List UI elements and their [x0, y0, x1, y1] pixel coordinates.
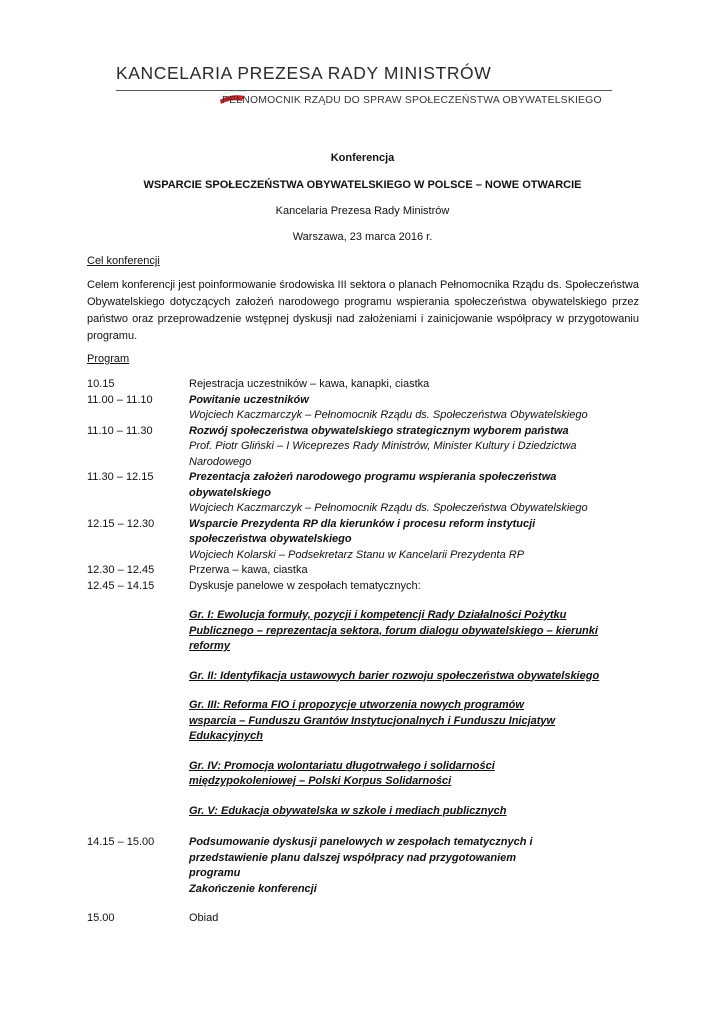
conference-kind: Konferencja	[330, 152, 395, 164]
program-title: Wsparcie Prezydenta RP dla kierunków i procesu reform instytucji społeczeństwa obywatelskiego	[189, 517, 536, 545]
program-title: Prezentacja założeń narodowego programu wspierania społeczeństwa obywatelskiego	[189, 471, 557, 499]
program-row	[87, 424, 647, 471]
program-heading: Program	[87, 353, 130, 365]
program-time: 11.30 – 12.15	[87, 471, 154, 483]
program-row	[87, 579, 647, 595]
program-row	[87, 835, 647, 897]
panel-group	[87, 669, 647, 685]
program-row	[87, 517, 647, 564]
program-time: 11.10 – 11.30	[87, 424, 153, 437]
program-title: Przerwa – kawa, ciastka	[189, 564, 308, 576]
panel-group-title: Gr. III: Reforma FIO i propozycje utworzenia nowych programów wsparcia – Funduszu Grantów Instytucjonalnych i Funduszu Inicjatyw Edukacyjnych	[189, 699, 556, 742]
program-time: 12.15 – 12.30	[87, 517, 155, 530]
program-row	[87, 911, 647, 927]
program-title: Podsumowanie dyskusji panelowych w zespołach tematycznych i przedstawienie planu dalszej współpracy nad przygotowaniem programu	[189, 836, 533, 879]
program-end: Zakończenie konferencji	[189, 882, 317, 895]
program-schedule	[87, 377, 647, 927]
program-time: 12.45 – 14.15	[87, 579, 155, 592]
program-time: 12.30 – 12.45	[87, 564, 155, 576]
program-title: Rejestracja uczestników – kawa, kanapki, ciastka	[189, 378, 430, 390]
panel-group	[87, 698, 647, 745]
panel-group	[87, 759, 647, 790]
program-title: Obiad	[189, 912, 219, 924]
goal-text: Celem konferencji jest poinformowanie środowiska III sektora o planach Pełnomocnika Rządu ds. Społeczeństwa Obywatelskiego dotyczących założeń narodowego programu wspierania społeczeństwa obywatelskiego przez państwo oraz przeprowadzenie wstępnej dyskusji nad założeniami i zainicjowanie współpracy w przygotowaniu programu.	[87, 279, 639, 342]
program-title: Dyskusje panelowe w zespołach tematycznych:	[189, 579, 421, 592]
program-speaker: Wojciech Kaczmarczyk – Pełnomocnik Rządu ds. Społeczeństwa Obywatelskiego	[189, 502, 588, 514]
program-time: 15.00	[87, 912, 115, 924]
program-speaker: Wojciech Kaczmarczyk – Pełnomocnik Rządu ds. Społeczeństwa Obywatelskiego	[189, 409, 588, 421]
program-row	[87, 377, 647, 393]
letterhead-title: KANCELARIA PREZESA RADY MINISTRÓW	[116, 63, 492, 83]
program-title: Rozwój społeczeństwa obywatelskiego strategicznym wyborem państwa	[189, 424, 569, 437]
letterhead-subtitle: PEŁNOMOCNIK RZĄDU DO SPRAW SPOŁECZEŃSTWA OBYWATELSKIEGO	[222, 95, 602, 106]
program-time: 11.00 – 11.10	[87, 393, 153, 406]
conference-date: Warszawa, 23 marca 2016 r.	[292, 231, 433, 243]
panel-group-title: Gr. I: Ewolucja formuły, pozycji i kompetencji Rady Działalności Pożytku Publicznego – reprezentacja sektora, forum dialogu obywatelskiego – kierunki reformy	[189, 609, 598, 652]
program-row	[87, 470, 647, 517]
panel-group	[87, 804, 647, 820]
program-row	[87, 393, 647, 424]
program-speaker: Prof. Piotr Gliński – I Wiceprezes Rady Ministrów, Minister Kultury i Dziedzictwa Narodowego	[189, 440, 577, 468]
panel-group-title: Gr. IV: Promocja wolontariatu długotrwałego i solidarności międzypokoleniowej – Polski Korpus Solidarności	[189, 759, 495, 787]
panel-group-title: Gr. II: Identyfikacja ustawowych barier rozwoju społeczeństwa obywatelskiego	[189, 669, 600, 682]
panel-group	[87, 608, 647, 655]
program-title: Powitanie uczestników	[189, 393, 309, 406]
program-row	[87, 563, 647, 579]
program-time: 10.15	[87, 378, 115, 390]
program-time: 14.15 – 15.00	[87, 836, 155, 848]
letterhead	[116, 62, 612, 106]
panel-group-title: Gr. V: Edukacja obywatelska w szkole i mediach publicznych	[189, 804, 507, 817]
goal-heading: Cel konferencji	[87, 255, 160, 267]
conference-venue: Kancelaria Prezesa Rady Ministrów	[275, 205, 450, 217]
conference-title: WSPARCIE SPOŁECZEŃSTWA OBYWATELSKIEGO W POLSCE – NOWE OTWARCIE	[143, 179, 582, 191]
program-speaker: Wojciech Kolarski – Podsekretarz Stanu w Kancelarii Prezydenta RP	[189, 548, 525, 561]
letterhead-rule	[116, 90, 612, 91]
